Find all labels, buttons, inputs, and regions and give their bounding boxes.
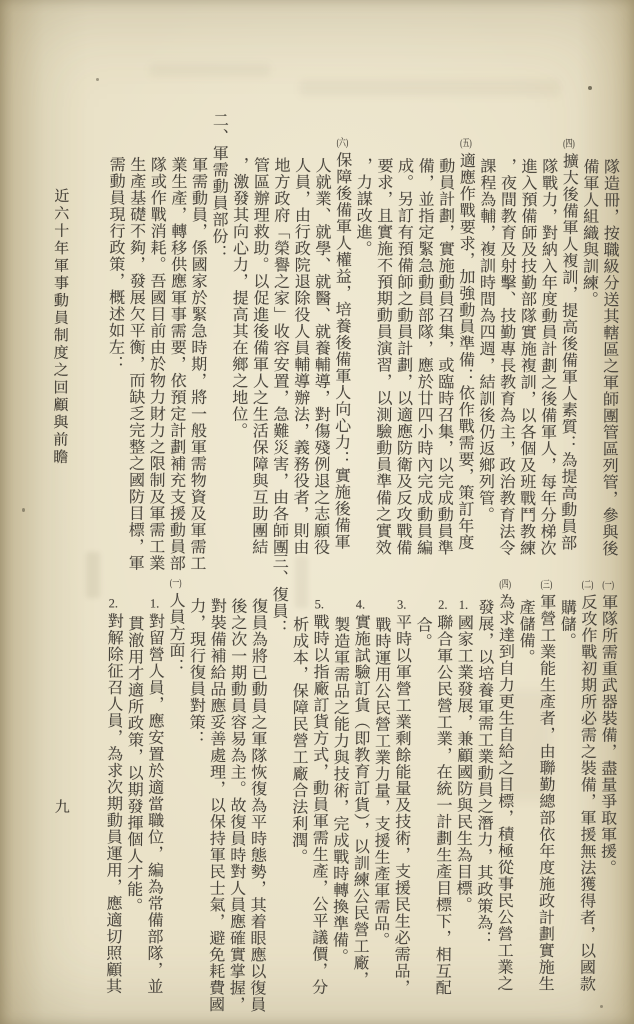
text-column: 備軍人組織與訓練。 bbox=[580, 158, 598, 308]
section-reserve-mobilization bbox=[103, 111, 620, 577]
text-column: ，夜間教育及射擊、技勤專長教育為主，政治教育法令 bbox=[496, 157, 516, 557]
text-column: (四)為求達到自力更生自給之目標，積極從事民公營工業之 bbox=[494, 579, 514, 992]
text-column: 對裝備補給品應妥善處理，以保持軍民士氣，避免耗費國 bbox=[206, 597, 226, 1013]
text-column: 產儲備。 bbox=[516, 598, 535, 666]
text-column: 成。另訂有預備師之動員計劃，以適應防衛及反攻戰備 bbox=[393, 157, 413, 556]
text-column: ，激發其向心力，提高其在鄉之地位。 bbox=[229, 156, 248, 439]
item-marker: (六) bbox=[336, 138, 349, 149]
text-column: 人員，由行政院退除役人員輔導辦法，義務役者，則由 bbox=[290, 156, 310, 556]
text-column: (三)軍營工業能生產者，由聯勤總部依年度施政計劃實施生 bbox=[536, 579, 555, 992]
text-column: 隊造冊，按職級分送其轄區之軍師團管區列管，參與後 bbox=[599, 158, 619, 557]
text-column: 人就業、就學、就醫、就養輔導，對傷殘例退之志願役 bbox=[311, 156, 331, 556]
text-column: ，力謀改進。 bbox=[353, 157, 372, 257]
text-column: 隊或作戰消耗。吾國目前由於物力財力之限制及軍需工業 bbox=[146, 156, 166, 572]
text-column: (五)適應作戰要求，加強動員準備：依作戰需要，策訂年度 bbox=[455, 138, 475, 551]
item-marker: (一) bbox=[169, 578, 182, 589]
text-column: 課程為輔，複訓時間為四週，結訓後仍返鄉列管。 bbox=[476, 157, 495, 523]
text-column: 貫澈用才適所政策，以期發揮個人才能。 bbox=[124, 615, 143, 915]
text-column: 管區辦理救助。以促進後備軍人之生活保障與互助團結 bbox=[249, 156, 269, 556]
text-column: (四)擴大後備軍人複訓，提高後備軍人素質：為提高動員部 bbox=[558, 139, 578, 552]
item-marker: (二) bbox=[581, 580, 594, 591]
text-column: 戰時運用公民營工業力量，支援生產軍需品。 bbox=[371, 616, 391, 949]
text-column: (一)軍隊所需重武器裝備，盡量爭取軍援。 bbox=[598, 580, 617, 877]
heading-column: 三、復員： bbox=[269, 552, 288, 636]
text-column: 地方政府「榮譽之家」收容安置，急難災害，由各師團 bbox=[270, 156, 290, 556]
section-logistics-and-demobilization bbox=[101, 552, 618, 1018]
text-column: (一)人員方面： bbox=[166, 578, 185, 675]
page-number: 九 bbox=[54, 799, 70, 816]
text-column: 2.聯合軍公民營工業，在統一計劃生產目標下，相互配 bbox=[433, 598, 452, 996]
text-column: 5.戰時以指廠訂貨方式，動員軍需生產，公平議價，分 bbox=[309, 597, 329, 996]
item-marker: (四) bbox=[563, 139, 575, 150]
text-column: 製造軍需品之能力與技術，完成戰時轉換準備。 bbox=[330, 616, 349, 965]
text-column: (二)反攻作戰初期所必需之裝備，軍援無法獲得者，以國款 bbox=[577, 580, 597, 993]
item-marker: (三) bbox=[540, 579, 553, 591]
text-column: 要求，且實施不預期動員演習，以測驗動員準備之實效 bbox=[373, 157, 393, 556]
text-column: 動員計劃，實施動員召集，或臨時召集，以完成動員準 bbox=[435, 157, 454, 556]
text-column: 業生產，轉移供應軍事需要，依預定計劃補充支援動員部 bbox=[167, 156, 187, 572]
text-column: 隊戰力，對納入年度動員計劃之後備軍人，每年分梯次 bbox=[538, 157, 557, 557]
text-column: 合。 bbox=[414, 616, 432, 650]
text-column: 力，現行復員對策： bbox=[187, 597, 205, 747]
item-marker: 4. bbox=[355, 598, 366, 611]
item-marker: (四) bbox=[499, 579, 512, 591]
item-marker: 2. bbox=[108, 597, 119, 610]
text-column: 復員為將已動員之軍隊恢復為平時態勢，其着眼應以復員 bbox=[247, 597, 267, 1013]
text-column: 1.國家工業發展，兼顧國防與民生為目標。 bbox=[454, 598, 473, 913]
item-marker: (五) bbox=[460, 138, 472, 150]
text-column: (六)保障後備軍人權益，培養後備軍人向心力：實施後備軍 bbox=[332, 138, 351, 551]
text-column: 購儲。 bbox=[558, 599, 576, 649]
heading-column: 二、軍需動員部份： bbox=[209, 111, 228, 262]
item-marker: 三、 bbox=[270, 552, 288, 587]
text-column: 需動員現行政策，概述如左： bbox=[106, 156, 125, 372]
text-column: 4.實施試驗訂貨（即教育訂貨），以訓練公民營工廠， bbox=[350, 598, 370, 988]
text-column: 生產基礎不夠，發展欠平衡，而缺乏完整之國防目標，軍 bbox=[126, 156, 145, 572]
book-side-title: 近六十年軍事動員制度之回顧與前瞻 bbox=[51, 187, 69, 467]
item-marker: 1. bbox=[149, 597, 160, 610]
text-column: 發展，以培養軍需工業動員之潛力，其政策為： bbox=[474, 598, 494, 948]
text-column: 3.平時以軍營工業剩餘能量及技術，支援民生必需品， bbox=[391, 598, 411, 996]
item-marker: 5. bbox=[314, 597, 324, 611]
item-marker: (一) bbox=[602, 580, 614, 591]
text-column: 進入預備師及技勤部隊實施複訓，以各個及班戰鬥教練 bbox=[517, 157, 537, 557]
text-column: 析成本，保障民營工廠合法利潤。 bbox=[289, 615, 308, 865]
item-marker: 3. bbox=[396, 598, 407, 611]
text-column: 備，並指定緊急動員部隊，應於廿四小時內完成動員編 bbox=[414, 157, 434, 556]
item-marker: 2. bbox=[438, 598, 448, 612]
text-column: 2.對解除征召人員，為求次期動員運用，應適切照顧其 bbox=[103, 597, 123, 995]
item-marker: 1. bbox=[458, 598, 469, 612]
text-column: 1.對留營人員，應安置於適當職位，編為常備部隊，並 bbox=[144, 597, 164, 995]
text-column: 軍需動員，係國家於緊急時期，將一般軍需物資及軍需工 bbox=[187, 156, 207, 572]
item-marker: 二、 bbox=[210, 111, 228, 145]
text-column: 後之次一期動員容易為主。故復員時對人員應確實掌握， bbox=[227, 597, 246, 1013]
